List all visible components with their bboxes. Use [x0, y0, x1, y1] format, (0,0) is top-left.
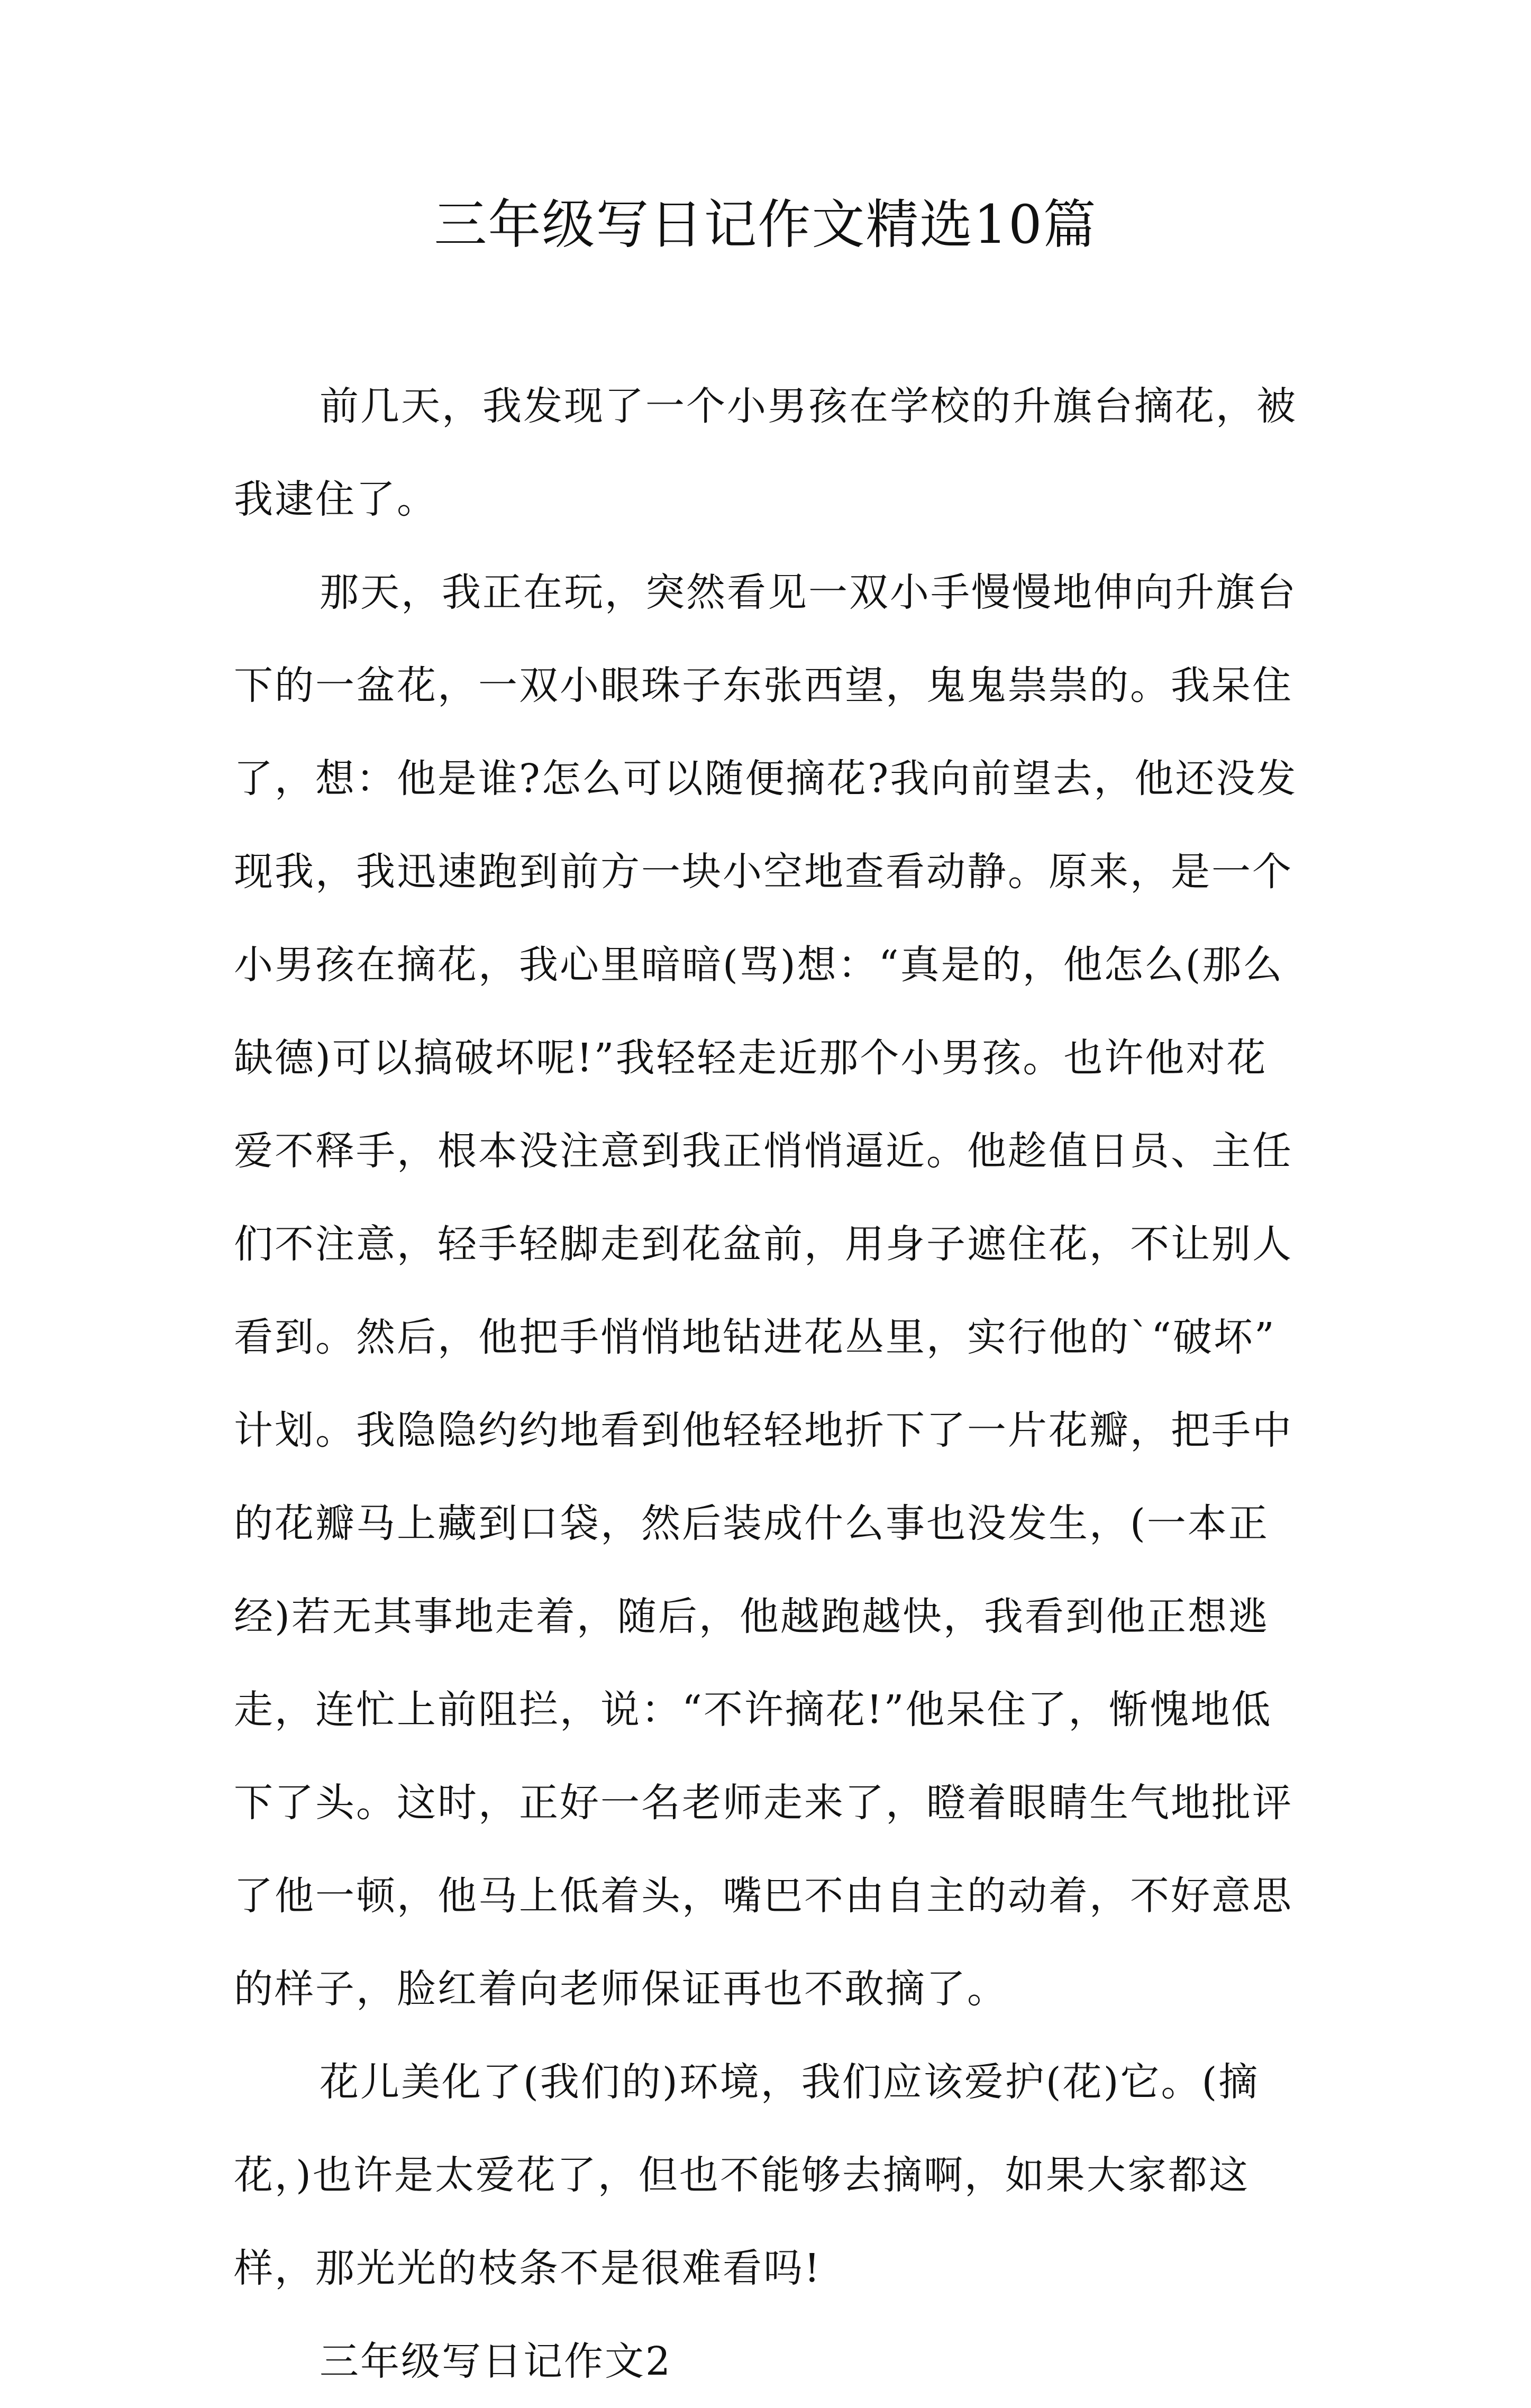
text-line: 经)若无其事地走着，随后，他越跑越快，我看到他正想逃	[234, 1594, 1269, 1639]
document-body	[234, 360, 1308, 2408]
text-line: 那天，我正在玩，突然看见一双小手慢慢地伸向升旗台	[320, 570, 1297, 615]
text-line: 了他一顿，他马上低着头，嘴巴不由自主的动着，不好意思	[234, 1873, 1293, 1919]
text-line: 看到。然后，他把手悄悄地钻进花丛里，实行他的`“破坏”	[234, 1315, 1276, 1360]
text-line: 爱不释手，根本没注意到我正悄悄逼近。他趁值日员、主任	[234, 1128, 1293, 1174]
text-line: 花，)也许是太爱花了，但也不能够去摘啊，如果大家都这	[234, 2152, 1250, 2198]
text-line: 现我，我迅速跑到前方一块小空地查看动静。原来，是一个	[234, 849, 1293, 895]
text-line: 前几天，我发现了一个小男孩在学校的升旗台摘花，被	[320, 384, 1297, 429]
text-line: 了，想：他是谁?怎么可以随便摘花?我向前望去，他还没发	[234, 756, 1298, 801]
document-title: 三年级写日记作文精选10篇	[434, 194, 1097, 256]
text-line: 三年级写日记作文2	[320, 2339, 672, 2384]
text-line: 们不注意，轻手轻脚走到花盆前，用身子遮住花，不让别人	[234, 1221, 1293, 1267]
text-line: 走，连忙上前阻拦，说：“不许摘花!”他呆住了，惭愧地低	[234, 1687, 1272, 1732]
text-line: 下的一盆花，一双小眼珠子东张西望，鬼鬼祟祟的。我呆住	[234, 663, 1293, 708]
text-line: 花儿美化了(我们的)环境，我们应该爱护(花)它。(摘	[320, 2059, 1260, 2105]
text-line: 计划。我隐隐约约地看到他轻轻地折下了一片花瓣，把手中	[234, 1408, 1293, 1453]
text-line: 下了头。这时，正好一名老师走来了，瞪着眼睛生气地批评	[234, 1780, 1293, 1826]
text-line: 的样子，脸红着向老师保证再也不敢摘了。	[234, 1966, 1008, 2012]
text-line: 样，那光光的枝条不是很难看吗!	[234, 2246, 822, 2291]
text-line: 缺德)可以搞破坏呢!”我轻轻走近那个小男孩。也许他对花	[234, 1035, 1268, 1081]
text-line: 的花瓣马上藏到口袋，然后装成什么事也没发生，(一本正	[234, 1501, 1269, 1546]
text-line: 我逮住了。	[234, 477, 438, 522]
text-line: 小男孩在摘花，我心里暗暗(骂)想：“真是的，他怎么(那么	[234, 942, 1284, 988]
